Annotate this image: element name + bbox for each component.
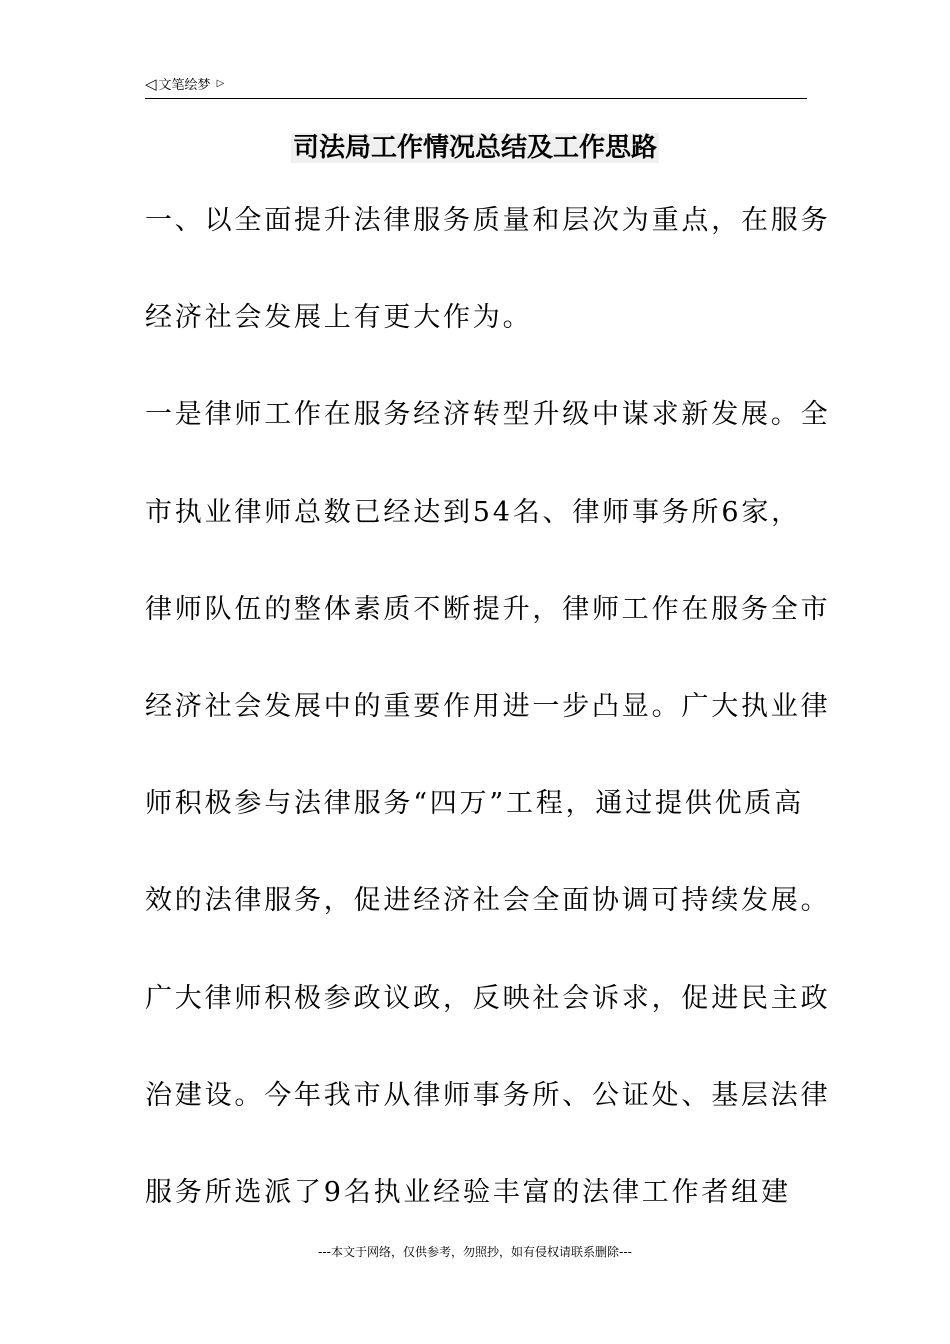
body-line: 律师队伍的整体素质不断提升，律师工作在服务全市 bbox=[145, 593, 831, 625]
triangle-right-icon: ▷ bbox=[216, 78, 225, 89]
body-line: 广大律师积极参政议政，反映社会诉求，促进民主政 bbox=[145, 982, 831, 1014]
document-body bbox=[145, 172, 831, 1241]
body-line: 服务所选派了9名执业经验丰富的法律工作者组建 bbox=[145, 1176, 791, 1208]
document-title-block bbox=[0, 130, 950, 166]
body-line: 市执业律师总数已经达到54名、律师事务所6家， bbox=[145, 496, 801, 528]
body-line: 经济社会发展上有更大作为。 bbox=[145, 302, 533, 334]
body-line: 一、以全面提升法律服务质量和层次为重点，在服务 bbox=[145, 205, 831, 236]
body-line: 师积极参与法律服务“四万”工程，通过提供优质高 bbox=[145, 788, 805, 820]
page-header bbox=[145, 74, 807, 99]
document-title: 司法局工作情况总结及工作思路 bbox=[292, 133, 657, 163]
triangle-left-icon: ◁ bbox=[145, 75, 157, 93]
body-line: 效的法律服务，促进经济社会全面协调可持续发展。 bbox=[145, 885, 831, 917]
body-line: 治建设。今年我市从律师事务所、公证处、基层法律 bbox=[145, 1079, 831, 1111]
body-line: 经济社会发展中的重要作用进一步凸显。广大执业律 bbox=[145, 690, 831, 722]
header-brand bbox=[145, 74, 224, 96]
page-footer: ---本文于网络，仅供参考，勿照抄，如有侵权请联系删除--- bbox=[318, 1245, 632, 1259]
body-line: 一是律师工作在服务经济转型升级中谋求新发展。全 bbox=[145, 399, 831, 431]
header-brand-text: 文笔绘梦 bbox=[158, 78, 211, 93]
